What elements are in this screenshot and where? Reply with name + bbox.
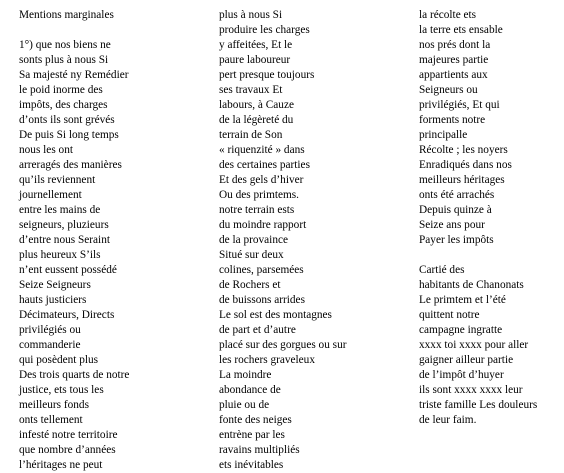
text-line: pluie ou de [219,399,270,411]
text-line: privilégiés, Et qui [419,99,500,111]
text-column-2 [219,8,414,473]
text-line: la récolte ets [419,9,477,21]
text-line: sonts plus à nous Si [19,54,109,66]
text-line: Le sol est des montagnes [219,309,332,321]
text-line: de l’impôt d’huyer [419,369,504,381]
text-line: meilleurs héritages [419,174,505,186]
text-line: Décimateurs, Directs [19,309,115,321]
text-line: triste famille Les douleurs [419,399,538,411]
text-line: Et des gels d’hiver [219,174,304,186]
text-line: 1°) que nos biens ne [19,39,111,51]
text-line: ses travaux Et [219,84,283,96]
text-line: Sa majesté ny Remédier [19,69,129,81]
text-line: labours, à Cauze [219,99,294,111]
text-line: de leur faim. [419,414,477,426]
text-line: Seize ans pour [419,219,485,231]
text-line: d’onts ils sont grévés [19,114,115,126]
text-line: y affeitées, Et le [219,39,293,51]
text-line [419,248,564,263]
text-line: produire les charges [219,24,310,36]
text-line: Ou des primtems. [219,189,300,201]
text-line: privilégiés ou [19,324,81,336]
text-line: Le primtem et l’été [419,294,506,306]
text-line: Situé sur deux [219,249,284,261]
text-line: nous les ont [19,144,73,156]
text-line: qui posèdent plus [19,354,99,366]
text-line: gaigner ailleur partie [419,354,514,366]
text-line: impôts, des charges [19,99,108,111]
text-line: infesté notre territoire [19,429,118,441]
text-line: « riquenzité » dans [219,144,305,156]
text-line: Payer les impôts [419,234,494,246]
text-line: De puis Si long temps [19,129,119,141]
text-line: Enradiqués dans nos [419,159,512,171]
text-line: xxxx toi xxxx pour aller [419,339,529,351]
text-line: campagne ingratte [419,324,503,336]
text-line: de part et d’autre [219,324,296,336]
text-line: entre les mains de [19,204,101,216]
text-line: du moindre rapport [219,219,307,231]
text-line: entrène par les [219,429,285,441]
text-line: Récolte ; les noyers [419,144,508,156]
text-line: la terre ets ensable [419,24,503,36]
text-line: nos prés dont la [419,39,491,51]
text-line: d’entre nous Seraint [19,234,110,246]
text-line: ils sont xxxx xxxx leur [419,384,523,396]
text-line: colines, parsemées [219,264,304,276]
text-line: n’ent eussent possédé [19,264,117,276]
text-line: journellement [19,189,82,201]
text-line: hauts justiciers [19,294,87,306]
text-line: qu’ils reviennent [19,174,96,186]
text-line: paure laboureur [219,54,291,66]
text-line: l’héritages ne peut [19,459,103,471]
text-column-1 [19,8,214,473]
text-line: Depuis quinze à [419,204,492,216]
text-line: onts été arrachés [419,189,495,201]
text-line: des certaines parties [219,159,310,171]
text-line: le poid inorme des [19,84,103,96]
text-line: habitants de Chanonats [419,279,524,291]
text-line: plus heureux S’ils [19,249,101,261]
text-line: de la provaince [219,234,289,246]
text-line: notre terrain ests [219,204,295,216]
text-line: Cartié des [419,264,465,276]
text-line: plus à nous Si [219,9,283,21]
text-line: appartients aux [419,69,488,81]
text-line: ravains multipliés [219,444,300,456]
text-line: seigneurs, pluzieurs [19,219,109,231]
text-line: Des trois quarts de notre [19,369,130,381]
text-line: meilleurs fonds [19,399,89,411]
text-line: commanderie [19,339,81,351]
text-line: onts tellement [19,414,83,426]
text-line: Mentions marginales [19,9,114,21]
text-line: principalle [419,129,468,141]
text-line: terrain de Son [219,129,283,141]
text-line: arreragés des manières [19,159,122,171]
text-line: forments notre [419,114,486,126]
text-line: abondance de [219,384,281,396]
text-line: fonte des neiges [219,414,292,426]
text-line: La moindre [219,369,272,381]
text-line: justice, ets tous les [19,384,104,396]
text-line: placé sur des gorgues ou sur [219,339,347,351]
text-line: de la légèreté du [219,114,294,126]
text-line: Seize Seigneurs [19,279,91,291]
text-line [19,23,214,38]
text-line: les rochers graveleux [219,354,315,366]
text-line: quittent notre [419,309,480,321]
text-column-3 [419,8,564,428]
text-line: que nombre d’années [19,444,116,456]
text-line: pert presque toujours [219,69,315,81]
text-line: majeures partie [419,54,489,66]
text-line: Seigneurs ou [419,84,478,96]
text-line: de buissons arrides [219,294,305,306]
text-line: de Rochers et [219,279,281,291]
text-line: ets inévitables [219,459,284,471]
